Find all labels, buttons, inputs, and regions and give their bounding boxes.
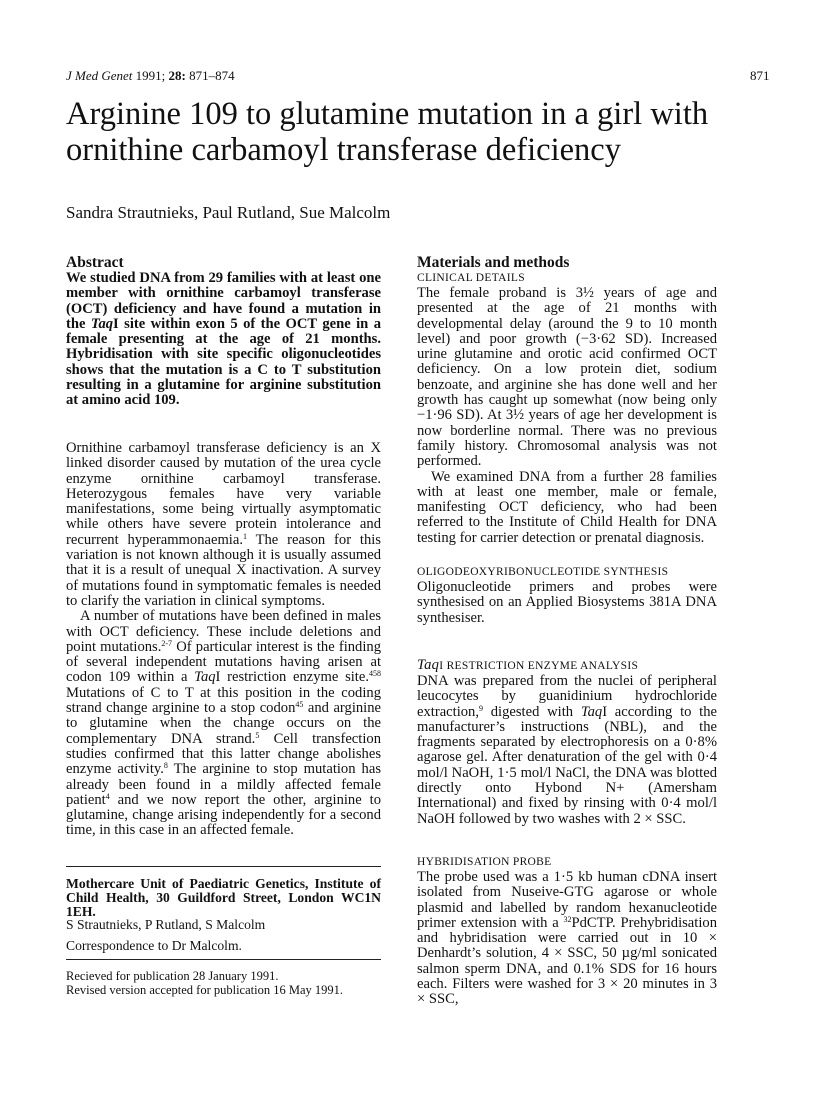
taqi-section xyxy=(417,658,717,827)
publication-dates xyxy=(66,970,381,997)
received-date: Recieved for publication 28 January 1991. xyxy=(66,969,279,983)
abstract xyxy=(66,255,381,409)
methods-section xyxy=(417,255,717,546)
italic-text: Taq xyxy=(580,703,603,720)
reference-superscript: 32 xyxy=(563,914,572,924)
reference-superscript: 2-7 xyxy=(161,638,173,648)
title-line: Arginine 109 to glutamine mutation in a girl with xyxy=(66,96,709,132)
oligo-section xyxy=(417,565,717,626)
clinical-paragraph xyxy=(417,470,717,546)
oligo-heading: OLIGODEOXYRIBONUCLEOTIDE SYNTHESIS xyxy=(417,566,669,578)
reference-superscript: 1 xyxy=(243,531,247,541)
author-list: Sandra Strautnieks, Paul Rutland, Sue Malcolm xyxy=(66,203,391,222)
probe-paragraph xyxy=(417,870,717,1008)
text-run: I site within exon 5 of the OCT gene in a female presenting at the age of 21 months. Hybridisation with site specific oligonucleotides shows that the mutation is a C to T substitution resulting in a glutamine for arginine substitution at amino acid 109. xyxy=(66,315,381,409)
journal-name: J Med Genet xyxy=(66,68,133,83)
text-run: We studied DNA from 29 families with at least one member with ornithine carbamoyl transferase (OCT) deficiency and have found a mutation in the xyxy=(66,270,381,332)
taqi-heading-enzyme: Taq xyxy=(417,657,440,673)
affiliation-names: S Strautnieks, P Rutland, S Malcolm xyxy=(66,917,266,933)
reference-superscript: 9 xyxy=(479,703,483,713)
title-line: ornithine carbamoyl transferase deficiency xyxy=(66,132,621,168)
reference-superscript: 45 xyxy=(295,700,304,710)
text-run: DNA was prepared from the nuclei of peripheral leucocytes by guanidinium hydrochloride extraction, xyxy=(417,673,717,720)
methods-heading: Materials and methods xyxy=(417,254,570,271)
italic-text: Taq xyxy=(194,669,216,686)
text-run: The arginine to stop mutation has already been found in a mildly affected female patient xyxy=(66,761,381,808)
text-run: A number of mutations have been defined in males with OCT deficiency. These include deletions and point mutations. xyxy=(66,608,381,655)
clinical-details-heading: CLINICAL DETAILS xyxy=(417,272,525,284)
reference-superscript: 4 xyxy=(105,791,110,801)
journal-citation xyxy=(66,68,235,84)
probe-heading: HYBRIDISATION PROBE xyxy=(417,856,552,868)
citation-year: 1991; xyxy=(132,68,169,83)
intro-paragraph xyxy=(66,441,381,609)
taqi-heading xyxy=(417,658,717,674)
italic-text: Taq xyxy=(90,315,114,332)
text-run: Cell transfection studies confirmed that this latter change abolishes enzyme activity. xyxy=(66,730,381,778)
citation-pages: 871–874 xyxy=(185,68,235,83)
page-number: 871 xyxy=(750,68,770,83)
article-title xyxy=(66,96,766,168)
text-run: and arginine to glutamine when the change occurs on the complementary DNA strand. xyxy=(66,700,381,747)
text-run: The reason for this variation is not known although it is usually assumed that it is a result of unequal X inactivation. A survey of mutations found in symptomatic females is needed to clarify the variation in clinical symptoms. xyxy=(66,531,381,609)
reference-superscript: 8 xyxy=(163,761,168,771)
affiliation-unit: Mothercare Unit of Paediatric Genetics, Institute of Child Health, 30 Guildford Street, London WC1N 1EH. xyxy=(66,876,381,919)
clinical-paragraph xyxy=(417,286,717,470)
probe-section xyxy=(417,855,717,1008)
introduction xyxy=(66,441,381,839)
text-run: Mutations of C to T at this position in the coding strand change arginine to a stop codon xyxy=(66,684,381,717)
text-run: I restriction enzyme site. xyxy=(215,669,369,686)
correspondence: Correspondence to Dr Malcolm. xyxy=(66,938,242,954)
text-run: The female proband is 3½ years of age and presented at the age of 21 months with developmental delay (around the 9 to 10 month level) and poor growth (−3·62 SD). Increased urine glutamine and orotic acid confirmed OCT deficiency. On a low protein diet, sodium benzoate, and arginine she has done well and her growth has caught up somewhat (now being only −1·96 SD). At 3½ years of age her development is now borderline normal. There was no previous family history. Chromosomal analysis was not performed. xyxy=(417,285,717,470)
divider xyxy=(66,866,381,867)
citation-volume: 28: xyxy=(168,68,186,83)
text-run: We examined DNA from a further 28 families with at least one member, male or female, manifesting OCT deficiency, who had been referred to the Institute of Child Health for DNA testing for carrier detection or prenatal diagnosis. xyxy=(417,468,717,546)
revised-date: Revised version accepted for publication 16 May 1991. xyxy=(66,982,344,997)
text-run: Oligonucleotide primers and probes were synthesised on an Applied Biosystems 381A DNA synthesiser. xyxy=(417,579,717,626)
taqi-heading-rest: I RESTRICTION ENZYME ANALYSIS xyxy=(439,660,639,672)
reference-superscript: 458 xyxy=(369,669,381,679)
text-run: PdCTP. Prehybridisation and hybridisation were carried out in 10 × Denhardt’s solution, 4 × SSC, 50 µg/ml sonicated salmon sperm DNA, and 0.1% SDS for 16 hours each. Filters were washed for 3 × 20 minutes in 3 × SSC, xyxy=(417,914,717,1008)
intro-paragraph xyxy=(66,609,381,838)
reference-superscript: 5 xyxy=(255,730,260,740)
text-run: digested with xyxy=(483,703,581,720)
abstract-heading: Abstract xyxy=(66,254,124,271)
abstract-text xyxy=(66,271,381,409)
taqi-paragraph xyxy=(417,674,717,827)
divider xyxy=(66,959,381,960)
oligo-paragraph xyxy=(417,580,717,626)
text-run: Of particular interest is the finding of several independent mutations having arisen at codon 109 within a xyxy=(66,638,382,686)
text-run: I according to the manufacturer’s instructions (NBL), and the fragments separated by electrophoresis on a 0·8% agarose gel. After denaturation of the gel with 0·4 mol/l NaOH, 1·5 mol/l NaCl, the DNA was blotted directly onto Hybond N+ (Amersham International) and fixed by rinsing with 0·4 mol/l NaOH followed by two washes with 2 × SSC. xyxy=(417,703,717,827)
affiliation xyxy=(66,877,381,953)
text-run: The probe used was a 1·5 kb human cDNA insert isolated from Nuseive-GTG agarose or whole plasmid and labelled by random hexanucleotide primer extension with a xyxy=(417,869,717,931)
text-run: and we now report the other, arginine to glutamine, change arising independently for a second time, in this case in an affected female. xyxy=(66,791,381,839)
text-run: Ornithine carbamoyl transferase deficiency is an X linked disorder caused by mutation of the urea cycle enzyme ornithine carbamoyl transferase. Heterozygous females have very variable manifestations, some being virtually asymptomatic while others have severe protein intolerance and recurrent hyperammonaemia. xyxy=(66,440,381,548)
